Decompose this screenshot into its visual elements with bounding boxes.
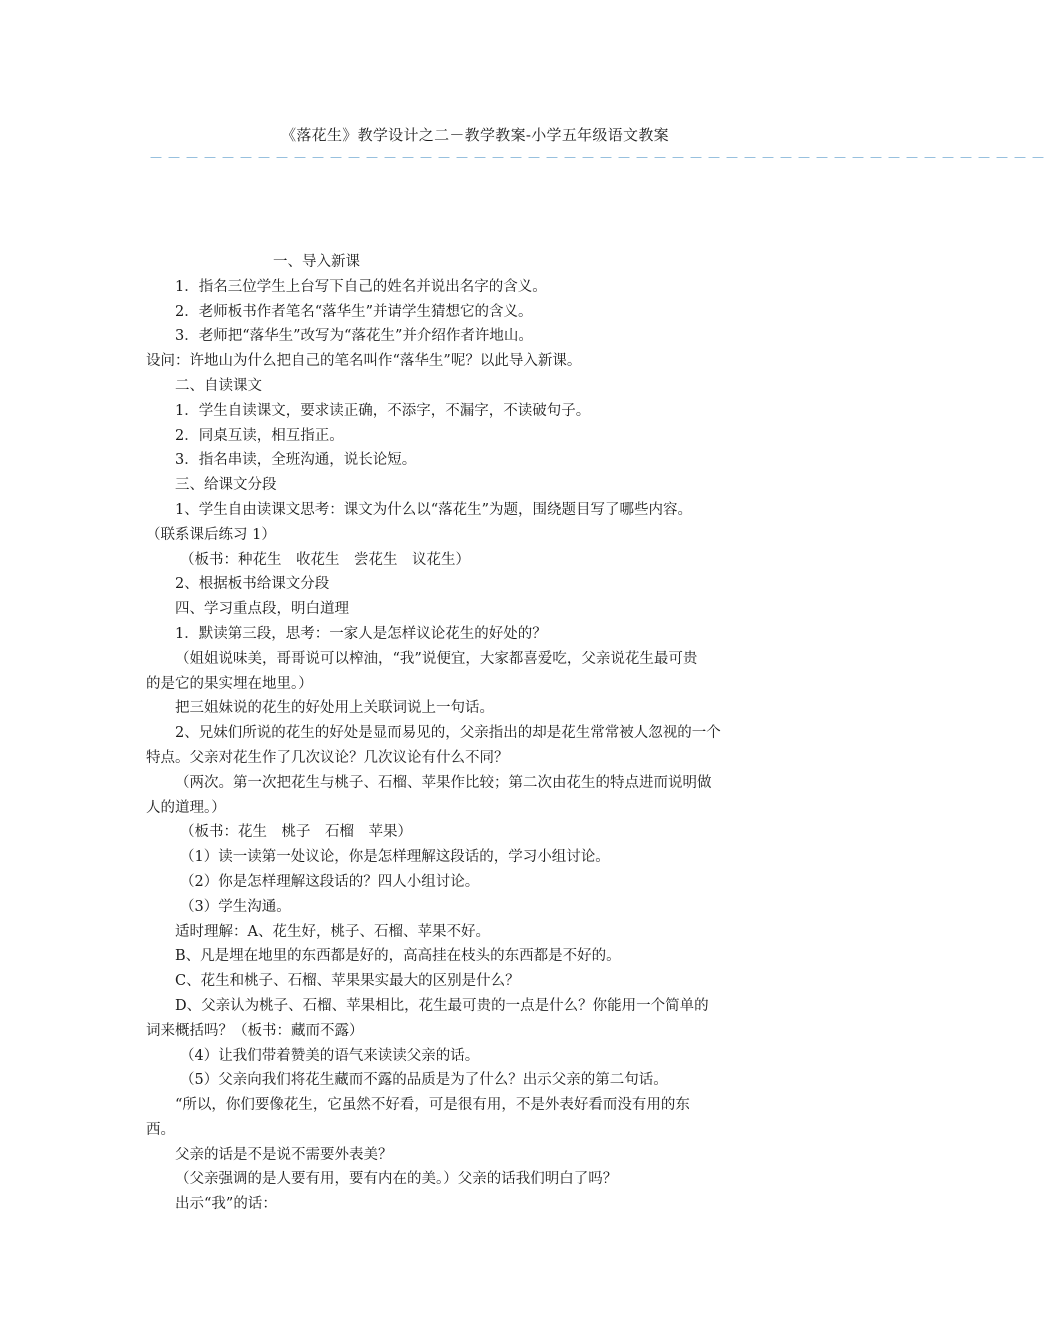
paragraph-line: 1、学生自由读课文思考：课文为什么以“落花生”为题，围绕题目写了哪些内容。 (175, 501, 693, 518)
paragraph-line: 1．默读第三段，思考：一家人是怎样议论花生的好处的？ (175, 625, 547, 642)
board-note: （板书：种花生 收花生 尝花生 议花生） (180, 551, 470, 568)
paragraph-line: （5）父亲向我们将花生藏而不露的品质是为了什么？出示父亲的第二句话。 (180, 1072, 668, 1089)
paragraph-line: 特点。父亲对花生作了几次议论？几次议论有什么不同？ (146, 749, 509, 766)
document-body (146, 250, 810, 1217)
title-dashed-rule: —————————————————————————————————————————————————— (150, 150, 1050, 164)
paragraph-line: 3．指名串读，全班沟通，说长论短。 (175, 452, 417, 469)
paragraph-line: 2．老师板书作者笔名“落华生”并请学生猜想它的含义。 (175, 303, 533, 320)
paragraph-line: 2、兄妹们所说的花生的好处是显而易见的，父亲指出的却是花生常常被人忽视的一个 (175, 725, 721, 742)
paragraph-line: 把三姐妹说的花生的好处用上关联词说上一句话。 (175, 700, 494, 717)
paragraph-line: 1．学生自读课文，要求读正确，不添字，不漏字，不读破句子。 (175, 402, 591, 419)
paragraph-line: 出示“我”的话： (175, 1196, 277, 1213)
section-heading: 一、导入新课 (273, 254, 360, 270)
paragraph-line: （联系课后练习 1） (146, 526, 276, 543)
paragraph-line: 2．同桌互读，相互指正。 (175, 427, 344, 444)
document-title: 《落花生》教学设计之二－教学教案-小学五年级语文教案 (281, 126, 669, 144)
paragraph-line: B、凡是埋在地里的东西都是好的，高高挂在枝头的东西都是不好的。 (175, 948, 621, 965)
paragraph-line: D、父亲认为桃子、石榴、苹果相比，花生最可贵的一点是什么？你能用一个简单的 (175, 997, 709, 1014)
paragraph-line: 适时理解：A、花生好，桃子、石榴、苹果不好。 (175, 923, 490, 940)
paragraph-line: （姐姐说味美，哥哥说可以榨油，“我”说便宜，大家都喜爱吃，父亲说花生最可贵 (175, 650, 698, 667)
section-heading: 三、给课文分段 (175, 477, 277, 494)
section-heading: 二、自读课文 (175, 377, 262, 394)
paragraph-line: 2、根据板书给课文分段 (175, 576, 330, 593)
quote-line: 西。 (146, 1121, 175, 1138)
paragraph-line: 父亲的话是不是说不需要外表美？ (175, 1146, 393, 1163)
paragraph-line: （1）读一读第一处议论，你是怎样理解这段话的，学习小组讨论。 (180, 849, 610, 866)
board-note: （板书：花生 桃子 石榴 苹果） (180, 824, 412, 841)
paragraph-line: C、花生和桃子、石榴、苹果果实最大的区别是什么？ (175, 973, 520, 990)
paragraph-line: （4）让我们带着赞美的语气来读读父亲的话。 (180, 1047, 480, 1064)
paragraph-line: 3．老师把“落华生”改写为“落花生”并介绍作者许地山。 (175, 328, 533, 345)
paragraph-line: （3）学生沟通。 (180, 898, 291, 915)
section-heading: 四、学习重点段，明白道理 (175, 601, 349, 618)
quote-line: “所以，你们要像花生，它虽然不好看，可是很有用，不是外表好看而没有用的东 (175, 1097, 690, 1114)
paragraph-line: 的是它的果实埋在地里。） (146, 675, 313, 692)
paragraph-line: 词来概括吗？（板书：藏而不露） (146, 1022, 364, 1039)
paragraph-line: 人的道理。） (146, 799, 226, 816)
paragraph-line: （父亲强调的是人要有用，要有内在的美。）父亲的话我们明白了吗？ (175, 1171, 618, 1188)
paragraph-line: 1．指名三位学生上台写下自己的姓名并说出名字的含义。 (175, 278, 547, 295)
paragraph-line: （两次。第一次把花生与桃子、石榴、苹果作比较；第二次由花生的特点进而说明做 (175, 774, 712, 791)
paragraph-line: （2）你是怎样理解这段话的？四人小组讨论。 (180, 873, 480, 890)
paragraph-line: 设问：许地山为什么把自己的笔名叫作“落华生”呢？以此导入新课。 (146, 353, 582, 370)
